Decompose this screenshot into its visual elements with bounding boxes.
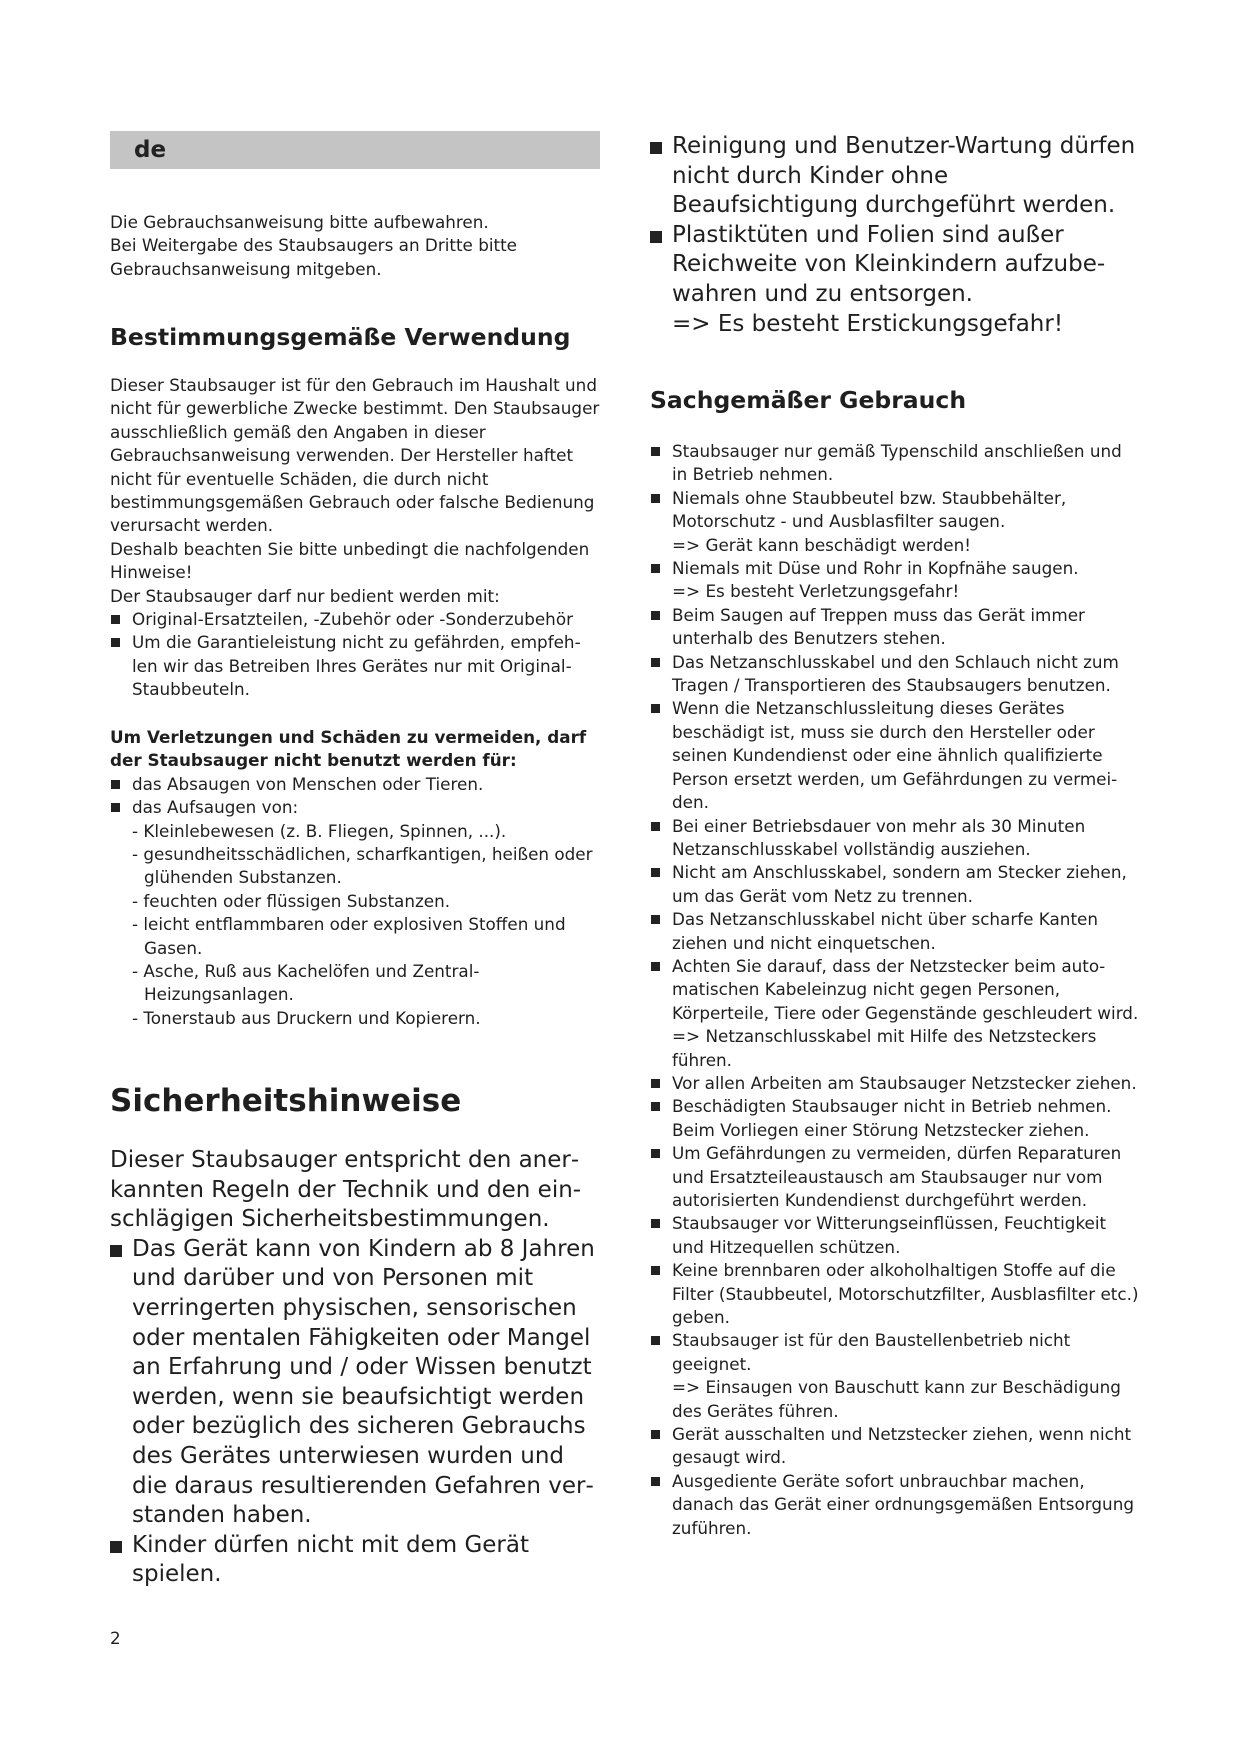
page-number: 2 (110, 1628, 121, 1648)
list-item: - gesundheitsschädlichen, scharfkantigen, heißen oder glühenden Substanzen. (132, 844, 593, 888)
intended-use-body: Dieser Staubsauger ist für den Gebrauch im Haushalt und nicht für gewerbliche Zwecke bestimmt. Den Staubsauger ausschließlich gemäß den Angaben in dieser Gebrauchsanweisung verwenden. Der Hersteller haftet nicht für eventuelle Schäden, die durch nicht bestimmungsgemäßen Gebrauch oder falsche Bedienung verursacht werden. Deshalb beachten Sie bitte unbedingt die nachfolgenden Hinweise! Der Staubsauger darf nur bedient werden mit: Original-Ersatzteilen, -Zubehör oder -Sonderzubehör Um die Garantieleistung nicht zu gefährden, empfehlen wir das Betreiben Ihres Gerätes nur mit Original-Staubbeuteln. (110, 374, 600, 702)
substance-list (110, 820, 600, 1031)
item-note: => Einsaugen von Bauschutt kann zur Beschädigung des Gerätes führen. (672, 1377, 1121, 1421)
warning-note: => Es besteht Erstickungsgefahr! (672, 310, 1064, 337)
list-item: Niemals ohne Staubbeutel bzw. Staubbehälter, Motorschutz - und Ausblasfilter saugen. => Gerät kann beschädigt werden! (650, 487, 1140, 557)
list-item: Um Gefährdungen zu vermeiden, dürfen Reparaturen und Ersatzteileaustausch am Staubsauger nur vom autorisierten Kundendienst durchgeführt werden. (650, 1142, 1140, 1212)
list-item: Staubsauger nur gemäß Typenschild anschließen und in Betrieb nehmen. (650, 440, 1140, 487)
proper-use-list (650, 440, 1140, 1540)
safety-list-continued (650, 132, 1140, 310)
warning-heading: Um Verletzungen und Schäden zu vermeiden, darf der Staubsauger nicht benutzt werden für: (110, 727, 587, 771)
list-item: Vor allen Arbeiten am Staubsauger Netzstecker ziehen. (650, 1072, 1140, 1095)
list-item: Um die Garantieleistung nicht zu gefährden, empfehlen wir das Betreiben Ihres Gerätes nur mit Original-Staubbeuteln. (110, 631, 600, 701)
list-item: - Asche, Ruß aus Kachelöfen und Zentral-Heizungsanlagen. (132, 961, 480, 1005)
safety-body: Dieser Staubsauger entspricht den anerkannten Regeln der Technik und den einschlägigen Sicherheitsbestimmungen. Das Gerät kann von Kindern ab 8 Jahren und darüber und von Personen mit verringerten physischen, sensorischen oder mentalen Fähigkeiten oder Mangel an Erfahrung und / oder Wissen benutzt werden, wenn sie beaufsichtigt werden oder bezüglich des sicheren Gebrauchs des Gerätes unterwiesen wurden und die daraus resultierenden Gefahren verstanden haben. Kinder dürfen nicht mit dem Gerät spielen. (110, 1146, 600, 1590)
list-item: Beim Saugen auf Treppen muss das Gerät immer unterhalb des Benutzers stehen. (650, 604, 1140, 651)
list-item: - feuchten oder flüssigen Substanzen. (132, 890, 451, 911)
proper-use-body (650, 440, 1140, 1540)
list-item: Beschädigten Staubsauger nicht in Betrieb nehmen. Beim Vorliegen einer Störung Netzstecker ziehen. (650, 1095, 1140, 1142)
item-note: => Es besteht Verletzungsgefahr! (672, 581, 960, 602)
list-item: Gerät ausschalten und Netzstecker ziehen, wenn nicht gesaugt wird. (650, 1423, 1140, 1470)
list-item: Niemals mit Düse und Rohr in Kopfnähe saugen. => Es besteht Verletzungsgefahr! (650, 557, 1140, 604)
list-item: Das Netzanschlusskabel nicht über scharfe Kanten ziehen und nicht einquetschen. (650, 908, 1140, 955)
list-item: Ausgediente Geräte sofort unbrauchbar machen, danach das Gerät einer ordnungsgemäßen Entsorgung zuführen. (650, 1470, 1140, 1540)
list-item: Plastiktüten und Folien sind außer Reichweite von Kleinkindern aufzubewahren und zu entsorgen. (650, 221, 1140, 310)
section-heading-safety: Sicherheitshinweise (110, 1083, 462, 1119)
list-item: Keine brennbaren oder alkoholhaltigen Stoffe auf die Filter (Staubbeutel, Motorschutzfilter, Ausblasfilter etc.) geben. (650, 1259, 1140, 1329)
warning-list (110, 773, 600, 820)
list-item: Wenn die Netzanschlussleitung dieses Gerätes beschädigt ist, muss sie durch den Hersteller oder seinen Kundendienst oder eine ähnlich qualifizierte Person ersetzt werden, um Gefährdungen zu vermeiden. (650, 697, 1140, 814)
list-item: das Absaugen von Menschen oder Tieren. (110, 773, 600, 796)
list-item: Staubsauger ist für den Baustellenbetrieb nicht geeignet. => Einsaugen von Bauschutt kann zur Beschädigung des Gerätes führen. (650, 1329, 1140, 1423)
list-item: Das Gerät kann von Kindern ab 8 Jahren und darüber und von Personen mit verringerten physischen, sensorischen oder mentalen Fähigkeiten oder Mangel an Erfahrung und / oder Wissen benutzt werden, wenn sie beaufsichtigt werden oder bezüglich des sicheren Gebrauchs des Gerätes unterwiesen wurden und die daraus resultierenden Gefahren verstanden haben. (110, 1235, 600, 1531)
list-item: Achten Sie darauf, dass der Netzstecker beim automatischen Kabeleinzug nicht gegen Personen, Körperteile, Tiere oder Gegenstände geschleudert wird. => Netzanschlusskabel mit Hilfe des Netzsteckers führen. (650, 955, 1140, 1072)
item-note: => Gerät kann beschädigt werden! (672, 534, 971, 555)
warning-block (110, 726, 600, 1030)
list-item: Staubsauger vor Witterungseinflüssen, Feuchtigkeit und Hitzequellen schützen. (650, 1212, 1140, 1259)
list-item: Reinigung und Benutzer-Wartung dürfen nicht durch Kinder ohne Beaufsichtigung durchgeführt werden. (650, 132, 1140, 221)
list-item: - Kleinlebewesen (z. B. Fliegen, Spinnen, ...). (132, 820, 507, 841)
list-item: Original-Ersatzteilen, -Zubehör oder -Sonderzubehör (110, 608, 600, 631)
list-item: Bei einer Betriebsdauer von mehr als 30 Minuten Netzanschlusskabel vollständig ausziehen. (650, 815, 1140, 862)
list-item: Nicht am Anschlusskabel, sondern am Stecker ziehen, um das Gerät vom Netz zu trennen. (650, 861, 1140, 908)
list-item: Kinder dürfen nicht mit dem Gerät spielen. (110, 1531, 600, 1590)
section-heading-proper-use: Sachgemäßer Gebrauch (650, 386, 967, 414)
list-item: Das Netzanschlusskabel und den Schlauch nicht zum Tragen / Transportieren des Staubsaugers benutzen. (650, 651, 1140, 698)
language-header: de (110, 131, 600, 169)
intended-use-list (110, 608, 600, 702)
list-item: - leicht entflammbaren oder explosiven Stoffen und Gasen. (132, 914, 566, 958)
list-item: das Aufsaugen von: (110, 796, 600, 819)
list-item: - Tonerstaub aus Druckern und Kopierern. (132, 1007, 481, 1028)
safety-continued (650, 132, 1140, 339)
section-heading-intended-use: Bestimmungsgemäße Verwendung (110, 323, 571, 351)
intro-text: Die Gebrauchsanweisung bitte aufbewahren. Bei Weitergabe des Staubsaugers an Dritte bitte Gebrauchsanweisung mitgeben. (110, 212, 518, 279)
safety-list (110, 1235, 600, 1590)
item-note: => Netzanschlusskabel mit Hilfe des Netzsteckers führen. (672, 1026, 1097, 1070)
